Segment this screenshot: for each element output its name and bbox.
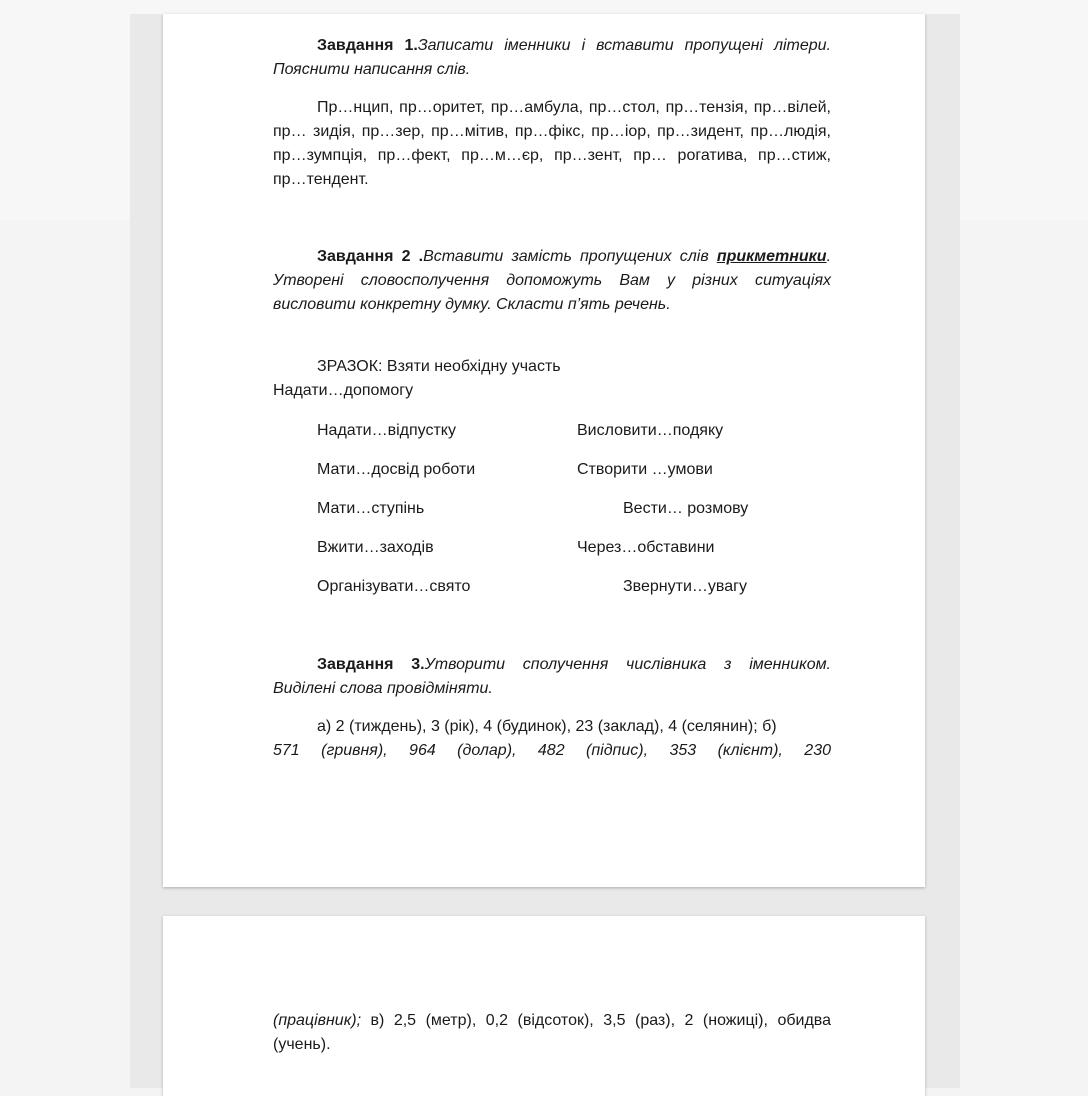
pair-left: Надати…відпустку [317,422,456,439]
task3-instruction: Утворити сполучення числівника з іменником. Виділені слова провідміняти. [273,656,832,697]
task3-line-a: а) 2 (тиждень), 3 (рік), 4 (будинок), 23 (заклад), 4 (селянин); б) [317,718,777,735]
task1-heading [273,34,831,82]
pair-row [317,458,713,482]
task1-instruction: Записати іменники і вставити пропущені літери. Пояснити написання слів. [273,37,831,78]
pair-right: Створити …умови [577,461,713,478]
pair-right: Вести… розмову [623,500,749,517]
task3-items [273,715,831,763]
pair-left: Мати…ступінь [317,500,425,517]
pair-left: Організувати…свято [317,578,471,595]
sample-line: ЗРАЗОК: Взяти необхідну участь [317,358,561,375]
pair-right: Звернути…увагу [623,578,747,595]
task1-words: Пр…нцип, пр…оритет, пр…амбула, пр…стол, пр…тензія, пр…вілей, пр… зидія, пр…зер, пр…мітив, пр…фікс, пр…іор, пр…зидент, пр…людія, пр…зумпція, пр…фект, пр…м…єр, пр…зент, пр… рогатива, пр…стиж, пр…тендент. [273,99,831,188]
task1-label: Завдання 1. [317,37,418,54]
pair-row [317,575,747,599]
task3-continuation: (працівник); в) 2,5 (метр), 0,2 (відсоток), 3,5 (раз), 2 (ножиці), обидва (учень). [273,1012,831,1053]
pair-left: Мати…досвід роботи [317,461,476,478]
task3-line-b: 571 (гривня), 964 (долар), 482 (підпис), 353 (клієнт), 230 [273,742,831,759]
pair-row [317,536,715,560]
task2-heading: Завдання 2 .Вставити замість пропущених слів прикметники. Утворені словосполучення допоможуть Вам у різних ситуаціях висловити конкретну думку. Скласти п’ять речень. [273,248,832,313]
pair-row [317,419,724,443]
pair-left: Вжити…заходів [317,539,434,556]
task2-label: Завдання 2 [317,248,411,265]
pair-row [317,497,749,521]
pair-right: Висловити…подяку [577,422,724,439]
sample-continuation: Надати…допомогу [273,382,414,399]
pair-right: Через…обставини [577,539,715,556]
document-page-2 [163,916,925,1096]
task2-emphasis: прикметники [716,248,827,265]
task3-label: Завдання 3. [317,656,425,673]
task3-heading [273,653,831,701]
task2-sample [273,355,831,403]
